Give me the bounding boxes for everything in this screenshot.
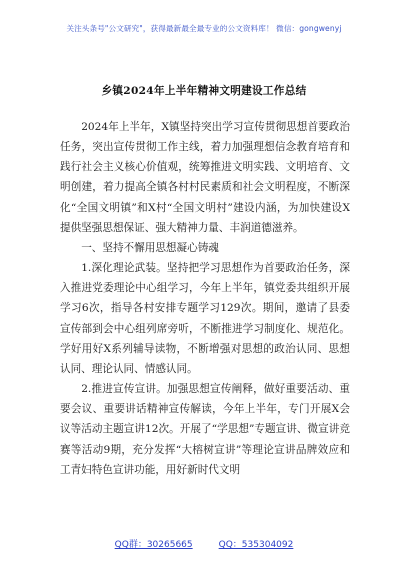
intro-paragraph: 2024年上半年，X镇坚持突出学习宣传贯彻思想首要政治任务，突出宣传贯彻工作主线，着力加强理想信念教育培育和践行社会主义核心价值观，统筹推进文明实践、文明培育、文明创建，着力提高全镇各村村民素质和社会文明程度，不断深化“全国文明镇”和X村“全国文明村”建设内涵，为加快建设X提供坚强思想保证、强大精神力量、丰润道德滋养。	[60, 121, 350, 234]
qq-group-link[interactable]: QQ群：30265665	[114, 540, 193, 550]
document-body	[60, 117, 350, 480]
body-paragraph: 1.深化理论武装。坚持把学习思想作为首要政治任务，深入推进党委理论中心组学习，今年上半年，镇党委共组织开展学习6次，指导各村安排专题学习129次。期间，邀请了县委宣传部到会中心组列席旁听，不断推进学习制度化、规范化。学好用好X系列辅导读物，不断增强对思想的政治认同、思想认同、理论认同、情感认同。	[60, 262, 350, 375]
section-heading: 一、坚持不懈用思想凝心铸魂	[81, 241, 219, 254]
body-paragraph: 2.推进宣传宣讲。加强思想宣传阐释，做好重要活动、重要会议、重要讲话精神宣传解读，今年上半年，专门开展X会议等活动主题宣讲12次。开展了“学思想”专题宣讲、微宣讲竞赛等活动9期，充分发挥“大榕树宣讲”等理论宣讲品牌效应和工青妇特色宣讲功能，用好新时代文明	[60, 383, 350, 476]
contact-footer	[0, 537, 408, 550]
document-title: 乡镇2024年上半年精神文明建设工作总结	[101, 85, 307, 97]
promo-header-note: 关注头条号"公文研究"，获得最新最全最专业的公文资料库！ 微信：gongwenyj	[66, 24, 342, 33]
qq-contact-link[interactable]: QQ：535304092	[218, 540, 294, 550]
